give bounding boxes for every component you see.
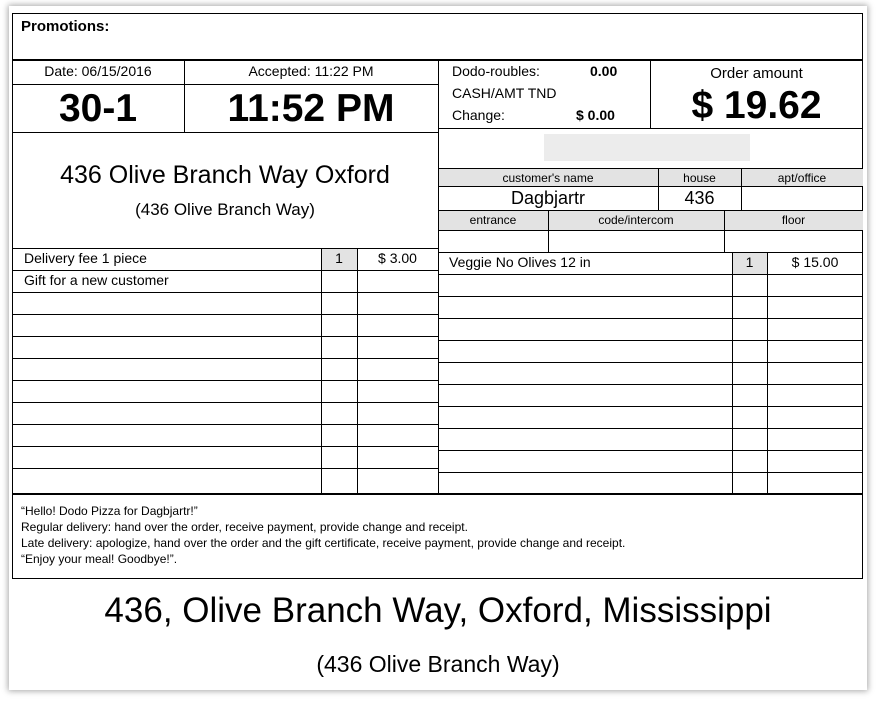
delivery-time: 11:52 PM (227, 87, 395, 130)
customer-name: Dagbjartr (510, 188, 586, 208)
customer-name-header: customer's name (502, 171, 594, 185)
promotions-box (12, 13, 863, 60)
footer-address-full: 436, Olive Branch Way, Oxford, Mississippi (104, 591, 772, 630)
delivery-receipt (9, 6, 867, 690)
right-item-qty: 1 (745, 254, 754, 270)
house-number: 436 (684, 188, 715, 208)
left-item-name: Gift for a new customer (24, 272, 169, 288)
address-line2: (436 Olive Branch Way) (135, 200, 315, 219)
apt-header: apt/office (777, 171, 827, 185)
order-number: 30-1 (58, 87, 138, 130)
delivery-script-box (12, 494, 863, 579)
dodo-roubles-value: 0.00 (590, 63, 618, 79)
address-line1: 436 Olive Branch Way Oxford (60, 161, 390, 189)
script-line: “Hello! Dodo Pizza for Dagbjartr!” (21, 504, 198, 518)
change-label: Change: (452, 107, 505, 123)
right-item-name: Veggie No Olives 12 in (449, 254, 591, 270)
dodo-roubles-label: Dodo-roubles: (452, 63, 540, 79)
script-line: “Enjoy your meal! Goodbye!”. (21, 552, 178, 566)
order-date: Date: 06/15/2016 (44, 63, 152, 79)
left-item-name: Delivery fee 1 piece (24, 250, 147, 266)
cash-label: CASH/AMT TND (452, 85, 557, 101)
left-item-price: $ 3.00 (378, 250, 417, 266)
floor-header: floor (781, 213, 806, 227)
intercom-header: code/intercom (598, 213, 674, 227)
script-line: Regular delivery: hand over the order, receive payment, provide change and receipt. (21, 520, 468, 534)
order-amount-label: Order amount (710, 65, 803, 82)
redacted-bar (544, 134, 750, 161)
entrance-header: entrance (469, 213, 517, 227)
house-header: house (683, 171, 716, 185)
right-item-price: $ 15.00 (791, 254, 839, 270)
order-amount-value: $ 19.62 (691, 84, 822, 127)
script-line: Late delivery: apologize, hand over the order and the gift certificate, receive payment, provide change and receipt. (21, 536, 626, 550)
left-item-qty: 1 (335, 250, 343, 266)
accepted-time: Accepted: 11:22 PM (248, 63, 374, 79)
footer-address-short: (436 Olive Branch Way) (316, 651, 560, 677)
promotions-label: Promotions: (21, 18, 110, 35)
change-value: $ 0.00 (576, 107, 615, 123)
